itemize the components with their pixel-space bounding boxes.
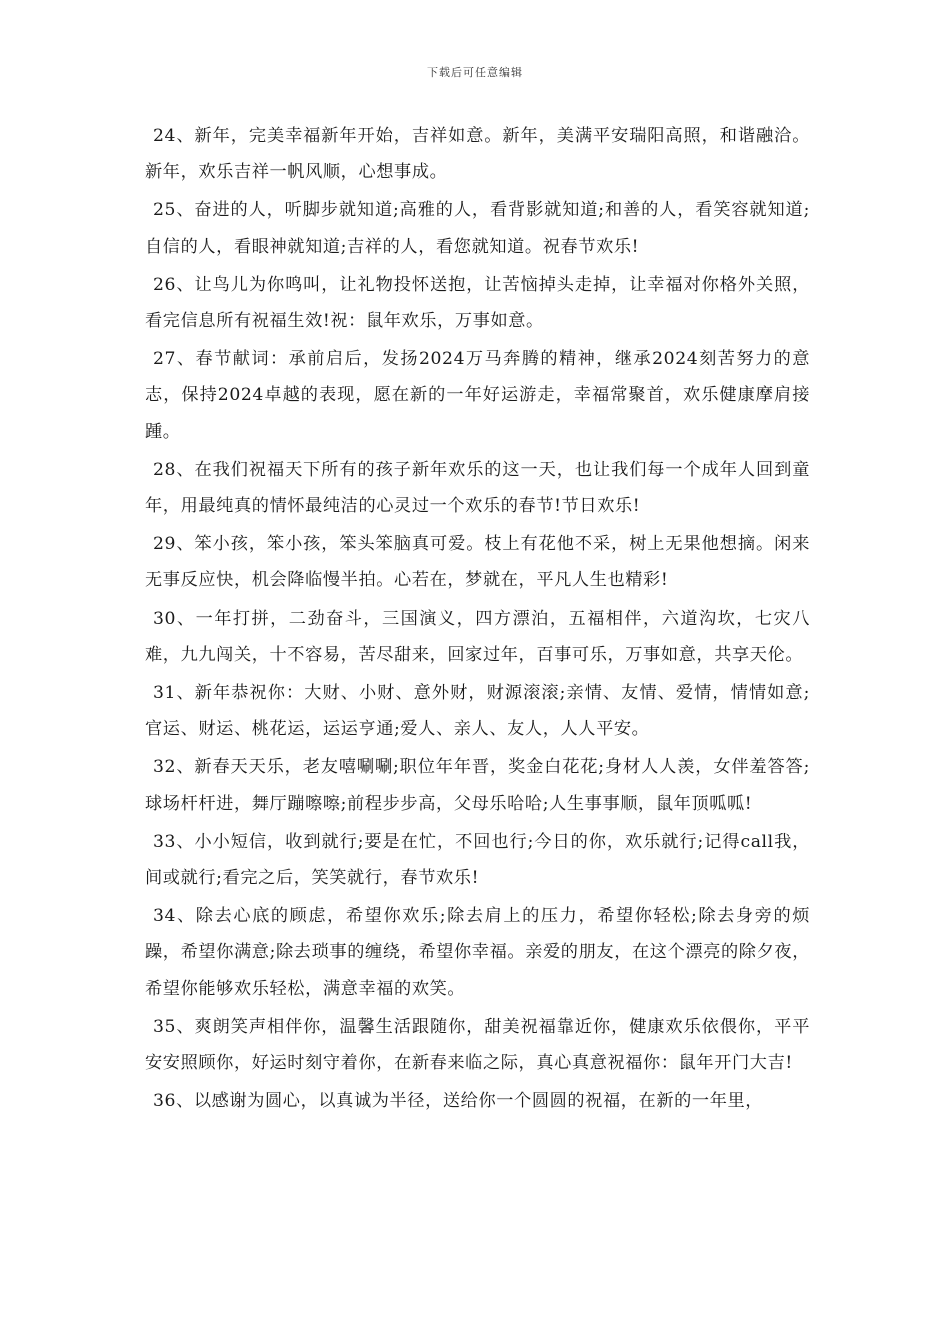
paragraph-33: 33、小小短信，收到就行;要是在忙，不回也行;今日的你，欢乐就行;记得call我，间或就行;看完之后，笑笑就行，春节欢乐! — [145, 831, 810, 889]
paragraph-31: 31、新年恭祝你：大财、小财、意外财，财源滚滚;亲情、友情、爱情，情情如意;官运、财运、桃花运，运运亨通;爱人、亲人、友人，人人平安。 — [145, 683, 810, 740]
paragraph-30: 30、一年打拼，二劲奋斗，三国演义，四方漂泊，五福相伴，六道沟坎，七灾八难，九九闯关，十不容易，苦尽甜来，回家过年，百事可乐，万事如意，共享天伦。 — [145, 608, 810, 665]
paragraph-25: 25、奋进的人，听脚步就知道;高雅的人，看背影就知道;和善的人，看笑容就知道;自信的人，看眼神就知道;吉祥的人，看您就知道。祝春节欢乐! — [145, 200, 810, 257]
paragraph-35: 35、爽朗笑声相伴你，温馨生活跟随你，甜美祝福靠近你，健康欢乐依偎你，平平安安照顾你，好运时刻守着你，在新春来临之际，真心真意祝福你：鼠年开门大吉! — [145, 1016, 810, 1074]
paragraph-28: 28、在我们祝福天下所有的孩子新年欢乐的这一天，也让我们每一个成年人回到童年，用最纯真的情怀最纯洁的心灵过一个欢乐的春节!节日欢乐! — [145, 459, 810, 517]
paragraph-36: 36、以感谢为圆心，以真诚为半径，送给你一个圆圆的祝福，在新的一年里， — [153, 1091, 764, 1112]
document-body — [145, 118, 810, 1121]
paragraph-32: 32、新春天天乐，老友嘻唰唰;职位年年晋，奖金白花花;身材人人羡，女伴羞答答;球场杆杆进，舞厅蹦嚓嚓;前程步步高，父母乐哈哈;人生事事顺，鼠年顶呱呱! — [145, 757, 810, 814]
paragraph-27: 27、春节献词：承前启后，发扬2024万马奔腾的精神，继承2024刻苦努力的意志，保持2024卓越的表现，愿在新的一年好运游走，幸福常聚首，欢乐健康摩肩接踵。 — [145, 349, 810, 442]
page-header: 下载后可任意编辑 — [427, 66, 523, 79]
paragraph-26: 26、让鸟儿为你鸣叫，让礼物投怀送抱，让苦恼掉头走掉，让幸福对你格外关照，看完信息所有祝福生效!祝：鼠年欢乐，万事如意。 — [145, 274, 810, 332]
paragraph-29: 29、笨小孩，笨小孩，笨头笨脑真可爱。枝上有花他不采，树上无果他想摘。闲来无事反应快，机会降临慢半拍。心若在，梦就在，平凡人生也精彩! — [145, 534, 810, 591]
paragraph-34: 34、除去心底的顾虑，希望你欢乐;除去肩上的压力，希望你轻松;除去身旁的烦躁，希望你满意;除去琐事的缠绕，希望你幸福。亲爱的朋友，在这个漂亮的除夕夜，希望你能够欢乐轻松，满意幸福的欢笑。 — [145, 906, 810, 999]
paragraph-24: 24、新年，完美幸福新年开始，吉祥如意。新年，美满平安瑞阳高照，和谐融洽。新年，欢乐吉祥一帆风顺，心想事成。 — [145, 126, 810, 183]
